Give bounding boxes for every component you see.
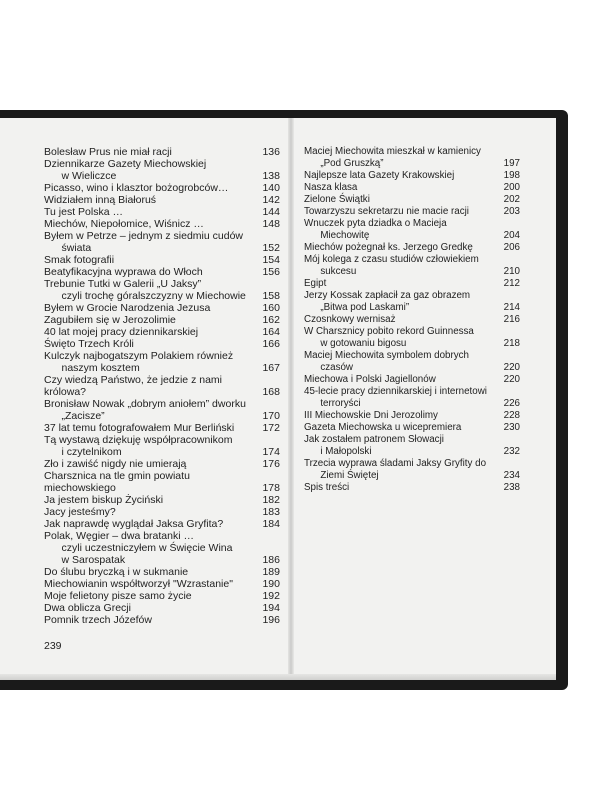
toc-entry-title: Święto Trzech Króli (44, 338, 134, 350)
toc-entry (44, 194, 280, 206)
toc-entry (44, 530, 280, 566)
toc-entry-title: Jerzy Kossak zapłacił za gaz obrazem „Bitwa pod Laskami” (304, 290, 471, 313)
toc-entry-title: Jacy jesteśmy? (44, 506, 116, 518)
toc-entry (44, 350, 280, 374)
toc-entry-page: 218 (503, 338, 520, 349)
toc-entry-page: 226 (503, 398, 520, 409)
toc-entry-page: 228 (503, 410, 520, 421)
toc-entry (44, 314, 280, 326)
toc-entry-page: 214 (503, 302, 520, 313)
toc-entry (44, 434, 280, 458)
toc-entry-title: 45-lecie pracy dziennikarskiej i internetowi terroryści (304, 386, 487, 409)
toc-entry (44, 302, 280, 314)
toc-entry-title: Tu jest Polska … (44, 206, 123, 218)
toc-entry-title: Do ślubu bryczką i w sukmanie (44, 566, 189, 578)
toc-entry (44, 494, 280, 506)
toc-entry-page: 138 (262, 170, 280, 182)
toc-entry-title: Zielone Świątki (304, 194, 370, 205)
toc-entry (44, 578, 280, 590)
toc-entry-title: Miechów, Niepołomice, Wiśnicz … (44, 218, 204, 230)
toc-entry (304, 278, 520, 290)
toc-entry (44, 338, 280, 350)
toc-entry (44, 602, 280, 614)
toc-entry (44, 146, 280, 158)
toc-entry-title: Nasza klasa (304, 182, 358, 193)
toc-entry-page: 178 (262, 482, 280, 494)
toc-entry-title: Towarzyszu sekretarzu nie macie racji (304, 206, 469, 217)
toc-entry-title: Kulczyk najbogatszym Polakiem również naszym kosztem (44, 350, 234, 374)
toc-entry-page: 230 (503, 422, 520, 433)
toc-entry (44, 506, 280, 518)
toc-entry (44, 254, 280, 266)
toc-entry-page: 166 (262, 338, 280, 350)
toc-entry-page: 140 (262, 182, 280, 194)
toc-entry-page: 136 (262, 146, 280, 158)
toc-entry-title: Najlepsze lata Gazety Krakowskiej (304, 170, 455, 181)
toc-entry (44, 158, 280, 182)
toc-entry-page: 158 (262, 290, 280, 302)
toc-entry-title: Czy wiedzą Państwo, że jedzie z nami królowa? (44, 374, 222, 398)
toc-entry (304, 410, 520, 422)
toc-entry-title: Mój kolega z czasu studiów człowiekiem sukcesu (304, 254, 479, 277)
toc-entry-page: 238 (503, 482, 520, 493)
toc-entry-page: 220 (503, 374, 520, 385)
toc-entry-title: Moje felietony pisze samo życie (44, 590, 192, 602)
toc-entry-title: Spis treści (304, 482, 350, 493)
toc-entry-title: Czosnkowy wernisaż (304, 314, 396, 325)
toc-entry (304, 350, 520, 374)
toc-entry-page: 203 (503, 206, 520, 217)
toc-entry-page: 192 (262, 590, 280, 602)
toc-entry (304, 482, 520, 494)
toc-entry-page: 183 (262, 506, 280, 518)
page-number: 239 (44, 640, 62, 652)
toc-entry-page: 168 (262, 386, 280, 398)
toc-entry (304, 206, 520, 218)
toc-entry-page: 200 (503, 182, 520, 193)
toc-entry-page: 232 (503, 446, 520, 457)
toc-entry (304, 242, 520, 254)
toc-entry (44, 230, 280, 254)
toc-entry-title: Ja jestem biskup Życiński (44, 494, 164, 506)
toc-entry-title: Charsznica na tle gmin powiatu miechowskiego (44, 470, 190, 494)
toc-left-column (44, 146, 280, 626)
toc-entry-title: Tą wystawą dziękuję współpracownikom i czytelnikom (44, 434, 233, 458)
toc-entry (304, 146, 520, 170)
toc-entry-page: 156 (262, 266, 280, 278)
toc-entry (44, 182, 280, 194)
toc-entry-title: Trzecia wyprawa śladami Jaksy Gryfity do Ziemi Świętej (304, 458, 487, 481)
toc-entry-page: 196 (262, 614, 280, 626)
book-page (0, 118, 556, 680)
toc-entry-page: 174 (262, 446, 280, 458)
toc-entry-page: 154 (262, 254, 280, 266)
toc-entry (44, 614, 280, 626)
toc-entry-title: Jak naprawdę wyglądał Jaksa Gryfita? (44, 518, 224, 530)
toc-entry-page: 206 (503, 242, 520, 253)
toc-entry-page: 197 (503, 158, 520, 169)
toc-entry-page: 234 (503, 470, 520, 481)
toc-entry (44, 590, 280, 602)
toc-entry (44, 326, 280, 338)
toc-entry-title: Byłem w Grocie Narodzenia Jezusa (44, 302, 211, 314)
toc-entry-title: 37 lat temu fotografowałem Mur Berliński (44, 422, 235, 434)
toc-entry-title: Widziałem inną Białoruś (44, 194, 157, 206)
toc-entry (304, 326, 520, 350)
toc-entry-page: 182 (262, 494, 280, 506)
toc-entry-page: 164 (262, 326, 280, 338)
toc-entry (44, 566, 280, 578)
toc-entry-title: W Charsznicy pobito rekord Guinnessa w gotowaniu bigosu (304, 326, 474, 349)
toc-entry (304, 182, 520, 194)
toc-entry (304, 254, 520, 278)
toc-entry-title: Polak, Węgier – dwa bratanki … czyli uczestniczyłem w Święcie Wina w Sarospatak (44, 530, 233, 566)
toc-entry-page: 186 (262, 554, 280, 566)
toc-entry (304, 386, 520, 410)
toc-entry (304, 170, 520, 182)
toc-entry-title: 40 lat mojej pracy dziennikarskiej (44, 326, 199, 338)
toc-entry-page: 170 (262, 410, 280, 422)
toc-entry (304, 314, 520, 326)
toc-entry-title: Bolesław Prus nie miał racji (44, 146, 172, 158)
toc-entry (44, 218, 280, 230)
toc-entry-page: 152 (262, 242, 280, 254)
toc-entry (44, 266, 280, 278)
toc-entry-page: 162 (262, 314, 280, 326)
toc-entry-title: Zło i zawiść nigdy nie umierają (44, 458, 187, 470)
toc-entry-title: Beatyfikacyjna wyprawa do Włoch (44, 266, 203, 278)
toc-entry-page: 212 (503, 278, 520, 289)
toc-entry-page: 144 (262, 206, 280, 218)
toc-entry-title: Dziennikarze Gazety Miechowskiej w Wieliczce (44, 158, 207, 182)
book-spine-shadow (288, 118, 294, 680)
toc-entry (44, 374, 280, 398)
toc-entry-title: Egipt (304, 278, 327, 289)
toc-right-column (304, 146, 520, 494)
toc-entry-page: 220 (503, 362, 520, 373)
toc-entry-page: 204 (503, 230, 520, 241)
toc-entry-page: 198 (503, 170, 520, 181)
toc-entry-title: Bronisław Nowak „dobrym aniołem” dworku „Zacisze” (44, 398, 246, 422)
toc-entry-page: 216 (503, 314, 520, 325)
toc-entry-title: Gazeta Miechowska u wicepremiera (304, 422, 462, 433)
toc-entry (44, 470, 280, 494)
toc-entry-title: Dwa oblicza Grecji (44, 602, 131, 614)
toc-entry-title: Maciej Miechowita symbolem dobrych czasów (304, 350, 469, 373)
toc-entry-title: Picasso, wino i klasztor bożogrobców… (44, 182, 229, 194)
toc-entry (44, 206, 280, 218)
toc-entry-page: 167 (262, 362, 280, 374)
toc-entry-page: 184 (262, 518, 280, 530)
toc-entry-page: 190 (262, 578, 280, 590)
toc-entry (304, 194, 520, 206)
toc-entry (44, 458, 280, 470)
toc-entry (44, 518, 280, 530)
toc-entry (304, 434, 520, 458)
toc-entry-page: 202 (503, 194, 520, 205)
toc-entry-title: Trebunie Tutki w Galerii „U Jaksy” czyli trochę góralszczyzny w Miechowie (44, 278, 246, 302)
toc-entry-title: Miechowa i Polski Jagiellonów (304, 374, 436, 385)
toc-entry-page: 148 (262, 218, 280, 230)
toc-entry-title: Byłem w Petrze – jednym z siedmiu cudów świata (44, 230, 243, 254)
toc-entry (304, 290, 520, 314)
toc-entry-title: Maciej Miechowita mieszkał w kamienicy „Pod Gruszką” (304, 146, 481, 169)
toc-entry (44, 278, 280, 302)
toc-entry (304, 374, 520, 386)
toc-entry-title: Pomnik trzech Józefów (44, 614, 152, 626)
toc-entry-title: Wnuczek pyta dziadka o Macieja Miechowitę (304, 218, 447, 241)
toc-entry-page: 210 (503, 266, 520, 277)
toc-entry-page: 194 (262, 602, 280, 614)
toc-entry (304, 422, 520, 434)
toc-entry-page: 172 (262, 422, 280, 434)
toc-entry-title: III Miechowskie Dni Jerozolimy (304, 410, 438, 421)
toc-entry-page: 189 (262, 566, 280, 578)
toc-entry (44, 422, 280, 434)
toc-entry (304, 458, 520, 482)
toc-entry-page: 142 (262, 194, 280, 206)
toc-entry-title: Smak fotografii (44, 254, 115, 266)
toc-entry-title: Zagubiłem się w Jerozolimie (44, 314, 176, 326)
toc-entry (304, 218, 520, 242)
toc-entry (44, 398, 280, 422)
toc-entry-page: 160 (262, 302, 280, 314)
toc-entry-title: Jak zostałem patronem Słowacji i Małopolski (304, 434, 444, 457)
toc-entry-title: Miechów pożegnał ks. Jerzego Gredkę (304, 242, 473, 253)
toc-entry-page: 176 (262, 458, 280, 470)
toc-entry-title: Miechowianin współtworzył "Wzrastanie" (44, 578, 233, 590)
